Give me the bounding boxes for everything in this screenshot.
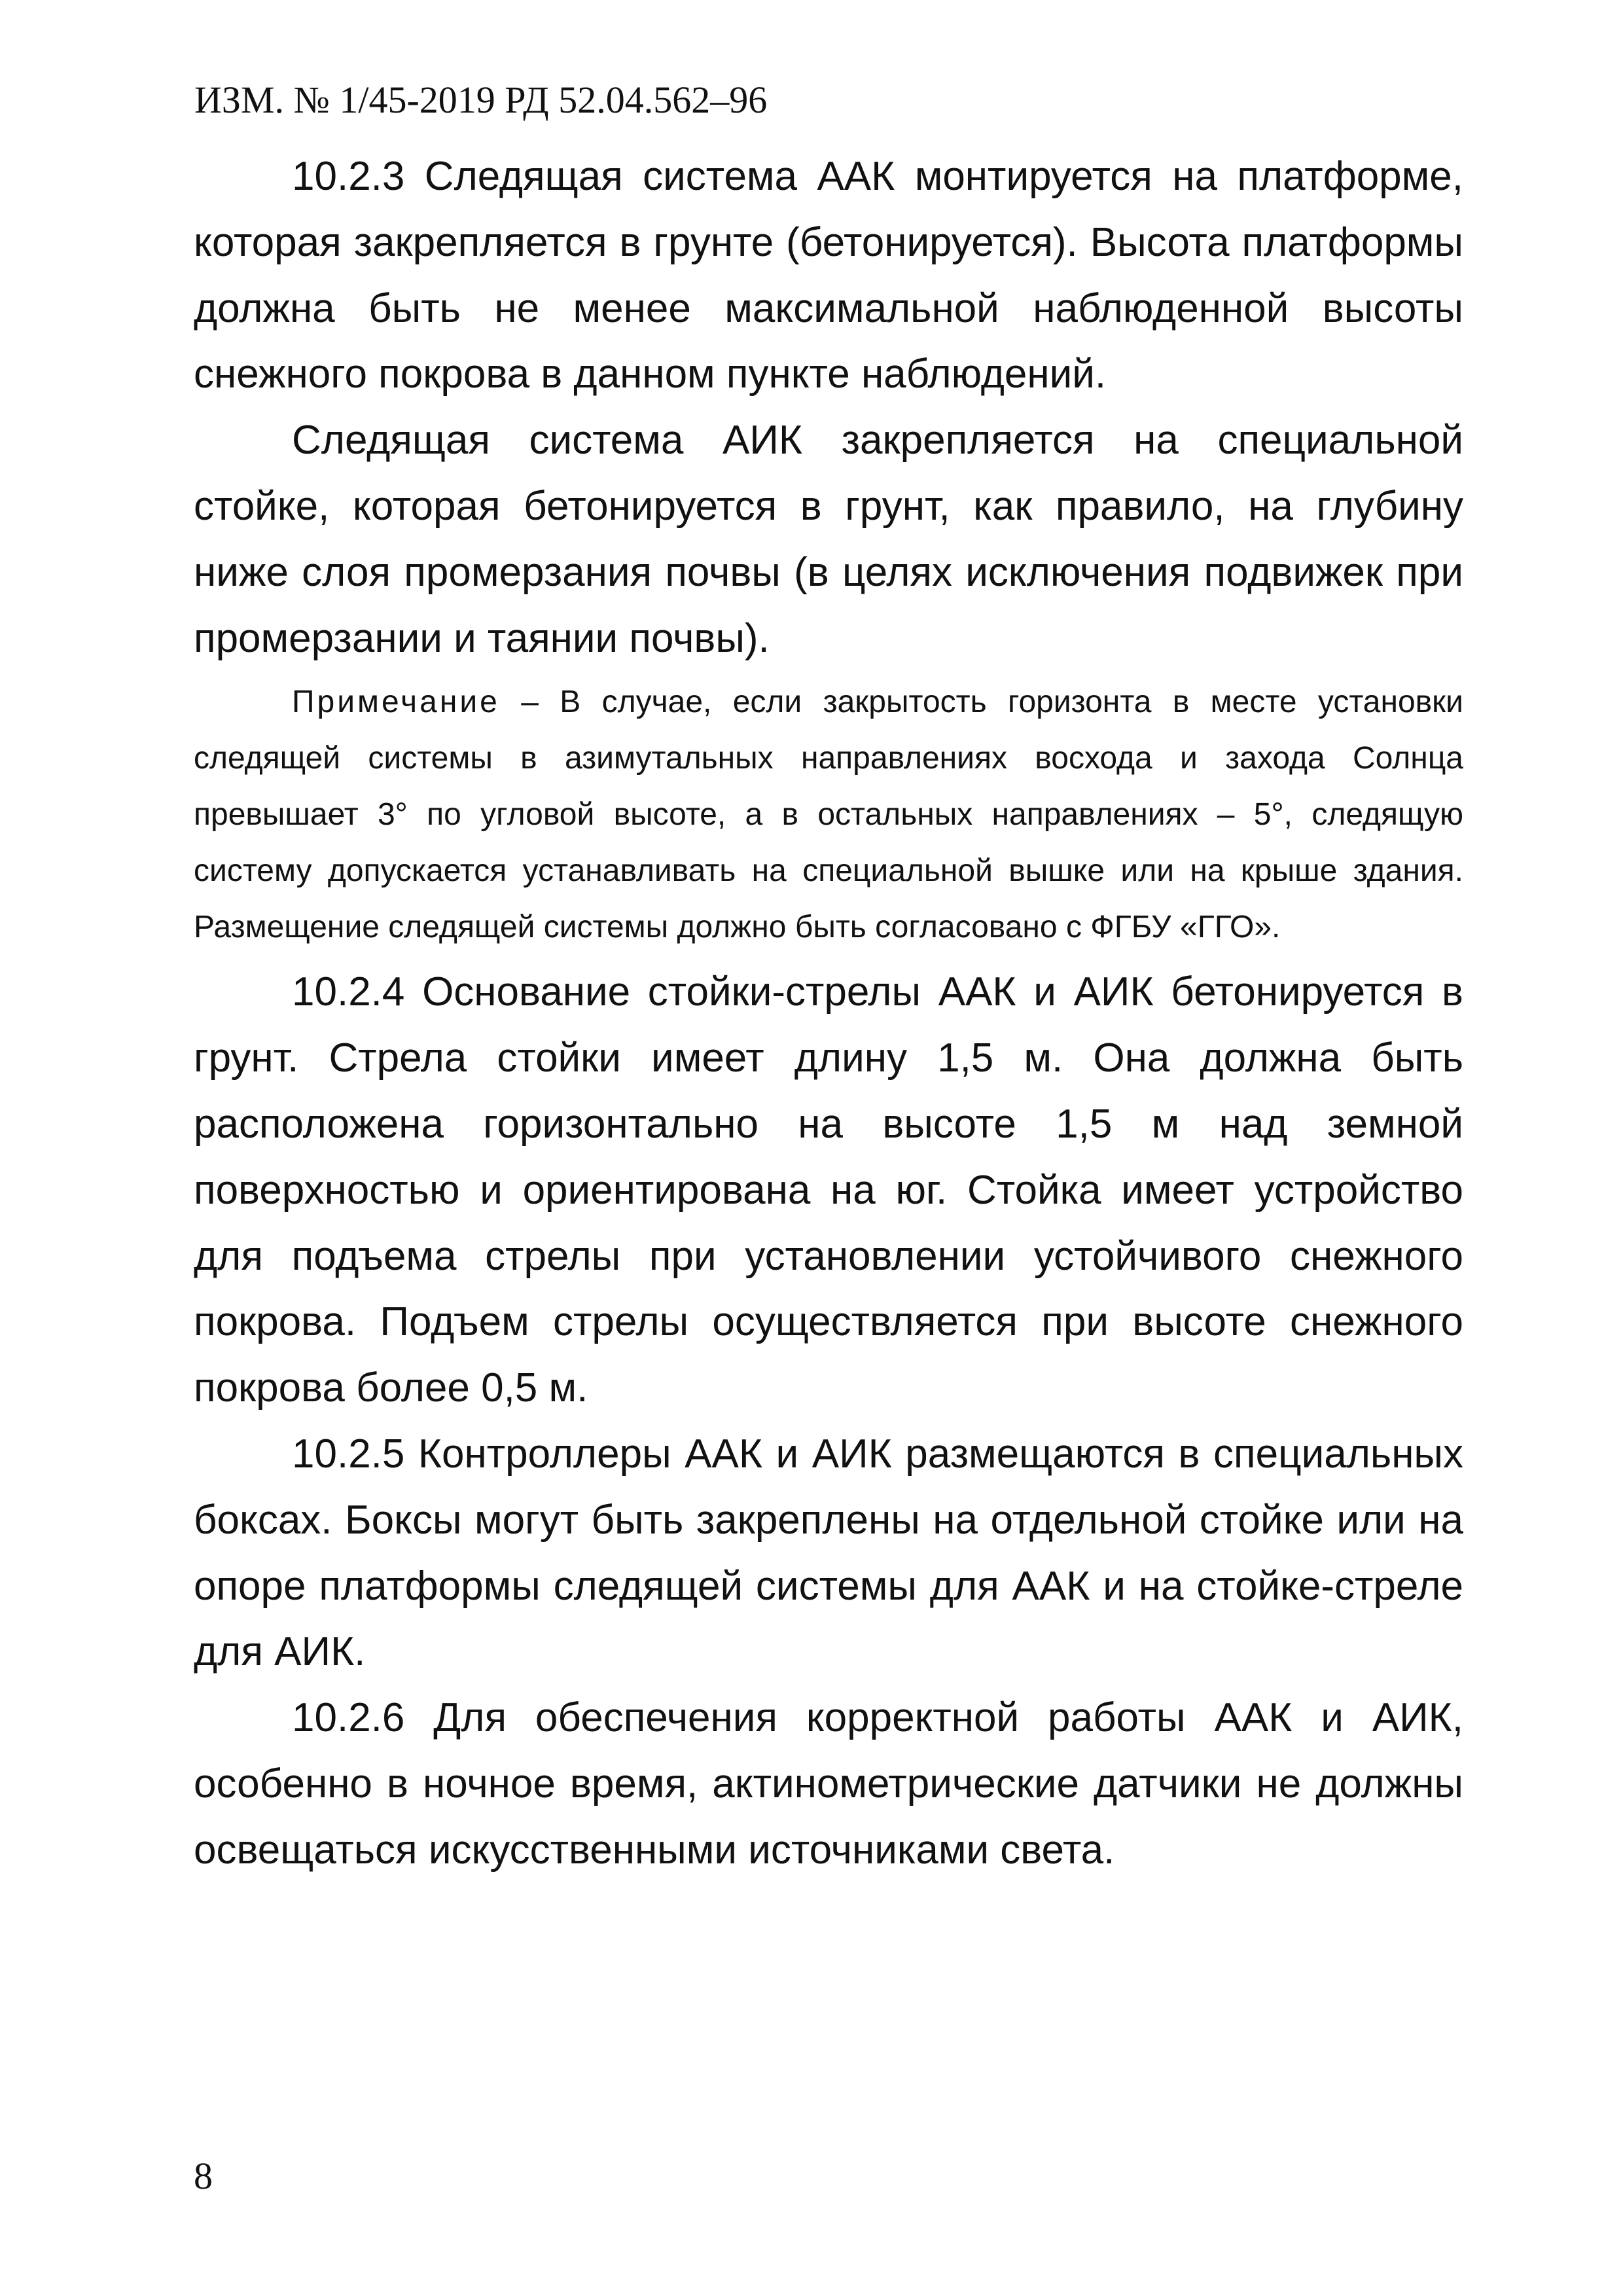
document-header: ИЗМ. № 1/45-2019 РД 52.04.562–96 (194, 79, 768, 121)
document-body (194, 144, 1463, 1884)
paragraph-10-2-3: 10.2.3 Следящая система ААК монтируется на платформе, которая закрепляется в грунте (бетонируется). Высота платформы должна быть не менее максимальной наблюденной высоты снежного покрова в данном пункте наблюдений. (194, 154, 1463, 397)
page-number: 8 (194, 2155, 213, 2197)
paragraph-aik-mount: Следящая система АИК закрепляется на специальной стойке, которая бетонируется в грунт, как правило, на глубину ниже слоя промерзания почвы (в целях исключения подвижек при промерзании и таянии почвы). (194, 418, 1463, 661)
note-text: – В случае, если закрытость горизонта в месте установки следящей системы в азимутальных направлениях восхода и захода Солнца превышает 3° по угловой высоте, а в остальных направлениях – 5°, следящую систему допускается устанавливать на специальной вышке или на крыше здания. Размещение следящей системы должно быть согласовано с ФГБУ «ГГО». (194, 685, 1463, 945)
paragraph-10-2-4: 10.2.4 Основание стойки-стрелы ААК и АИК бетонируется в грунт. Стрела стойки имеет длину 1,5 м. Она должна быть расположена горизонтально на высоте 1,5 м над земной поверхностью и ориентирована на юг. Стойка имеет устройство для подъема стрелы при установлении устойчивого снежного покрова. Подъем стрелы осуществляется при высоте снежного покрова более 0,5 м. (194, 969, 1463, 1411)
note-label: Примечание (292, 685, 500, 720)
note-paragraph (194, 674, 1463, 956)
paragraph-10-2-5: 10.2.5 Контроллеры ААК и АИК размещаются в специальных боксах. Боксы могут быть закреплены на отдельной стойке или на опоре платформы следящей системы для ААК и на стойке-стреле для АИК. (194, 1431, 1463, 1675)
paragraph-10-2-6: 10.2.6 Для обеспечения корректной работы ААК и АИК, особенно в ночное время, актинометрические датчики не должны освещаться искусственными источниками света. (194, 1695, 1463, 1873)
